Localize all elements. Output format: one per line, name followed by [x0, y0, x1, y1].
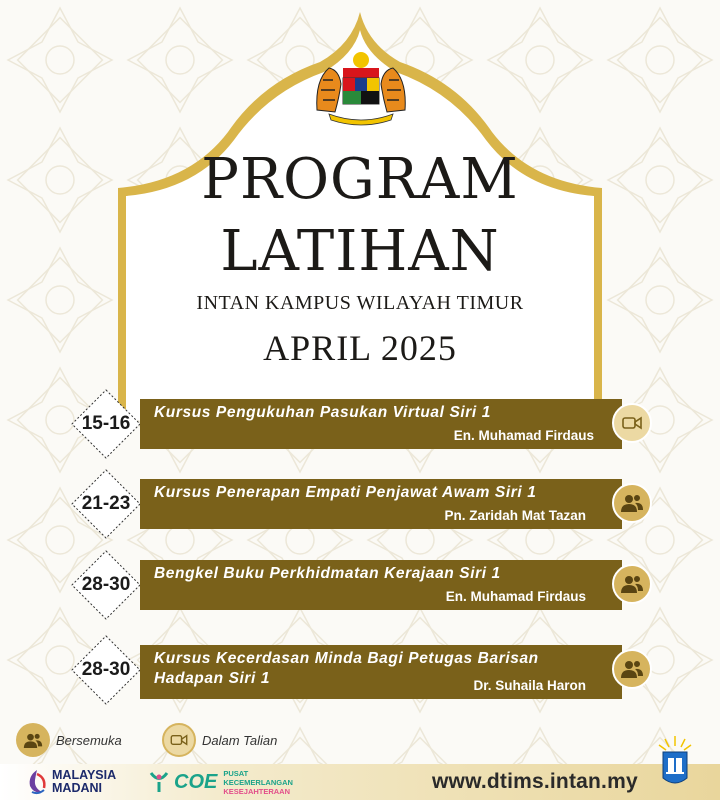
course-title: Kursus Penerapan Empati Penjawat Awam Siri 1	[154, 484, 537, 501]
footer-bar	[0, 764, 720, 800]
coe-logo	[148, 767, 303, 797]
coe-sub-line-2: KESEJAHTERAAN	[223, 786, 291, 796]
course-speaker: Pn. Zaridah Mat Tazan	[444, 508, 586, 523]
course-bar	[140, 645, 622, 699]
website-link[interactable]: www.dtims.intan.my	[432, 770, 638, 793]
legend-in-person	[16, 722, 122, 758]
course-item	[66, 386, 656, 462]
course-bar	[140, 479, 622, 529]
title-line-1: PROGRAM	[201, 147, 519, 212]
people-icon	[612, 649, 652, 689]
campus-subtitle: INTAN KAMPUS WILAYAH TIMUR	[196, 292, 524, 314]
course-item	[66, 632, 656, 708]
madani-line-2: MADANI	[52, 781, 102, 795]
title-line-2: LATIHAN	[220, 219, 500, 284]
intan-logo	[655, 734, 695, 794]
course-speaker: Dr. Suhaila Haron	[473, 678, 586, 693]
coe-text: COE	[174, 770, 218, 793]
course-date: 21-23	[81, 493, 131, 514]
month-year: APRIL 2025	[263, 328, 457, 368]
legend-label: Bersemuka	[56, 732, 122, 748]
malaysia-coat-of-arms-logo	[309, 50, 413, 128]
course-speaker: En. Muhamad Firdaus	[453, 428, 594, 443]
video-camera-icon	[612, 403, 652, 443]
people-icon	[612, 483, 652, 523]
course-bar	[140, 399, 622, 449]
course-speaker: En. Muhamad Firdaus	[445, 589, 586, 604]
course-item	[66, 547, 656, 623]
coe-sub-line-1: PUSAT KECEMERLANGAN	[223, 768, 293, 787]
legend-online	[162, 722, 277, 758]
course-bar	[140, 560, 622, 610]
legend-label: Dalam Talian	[202, 732, 278, 748]
madani-line-1: MALAYSIA	[52, 768, 117, 782]
people-icon	[16, 723, 50, 757]
course-title: Kursus Kecerdasan Minda Bagi Petugas Barisan Hadapan Siri 1	[154, 650, 539, 687]
course-item	[66, 466, 656, 542]
course-date: 15-16	[81, 413, 131, 434]
video-camera-icon	[162, 723, 196, 757]
people-icon	[612, 564, 652, 604]
course-date: 28-30	[81, 574, 131, 595]
course-title: Kursus Pengukuhan Pasukan Virtual Siri 1	[154, 404, 491, 421]
malaysia-madani-logo	[26, 767, 116, 797]
course-date: 28-30	[81, 659, 131, 680]
course-title: Bengkel Buku Perkhidmatan Kerajaan Siri 1	[154, 565, 501, 582]
